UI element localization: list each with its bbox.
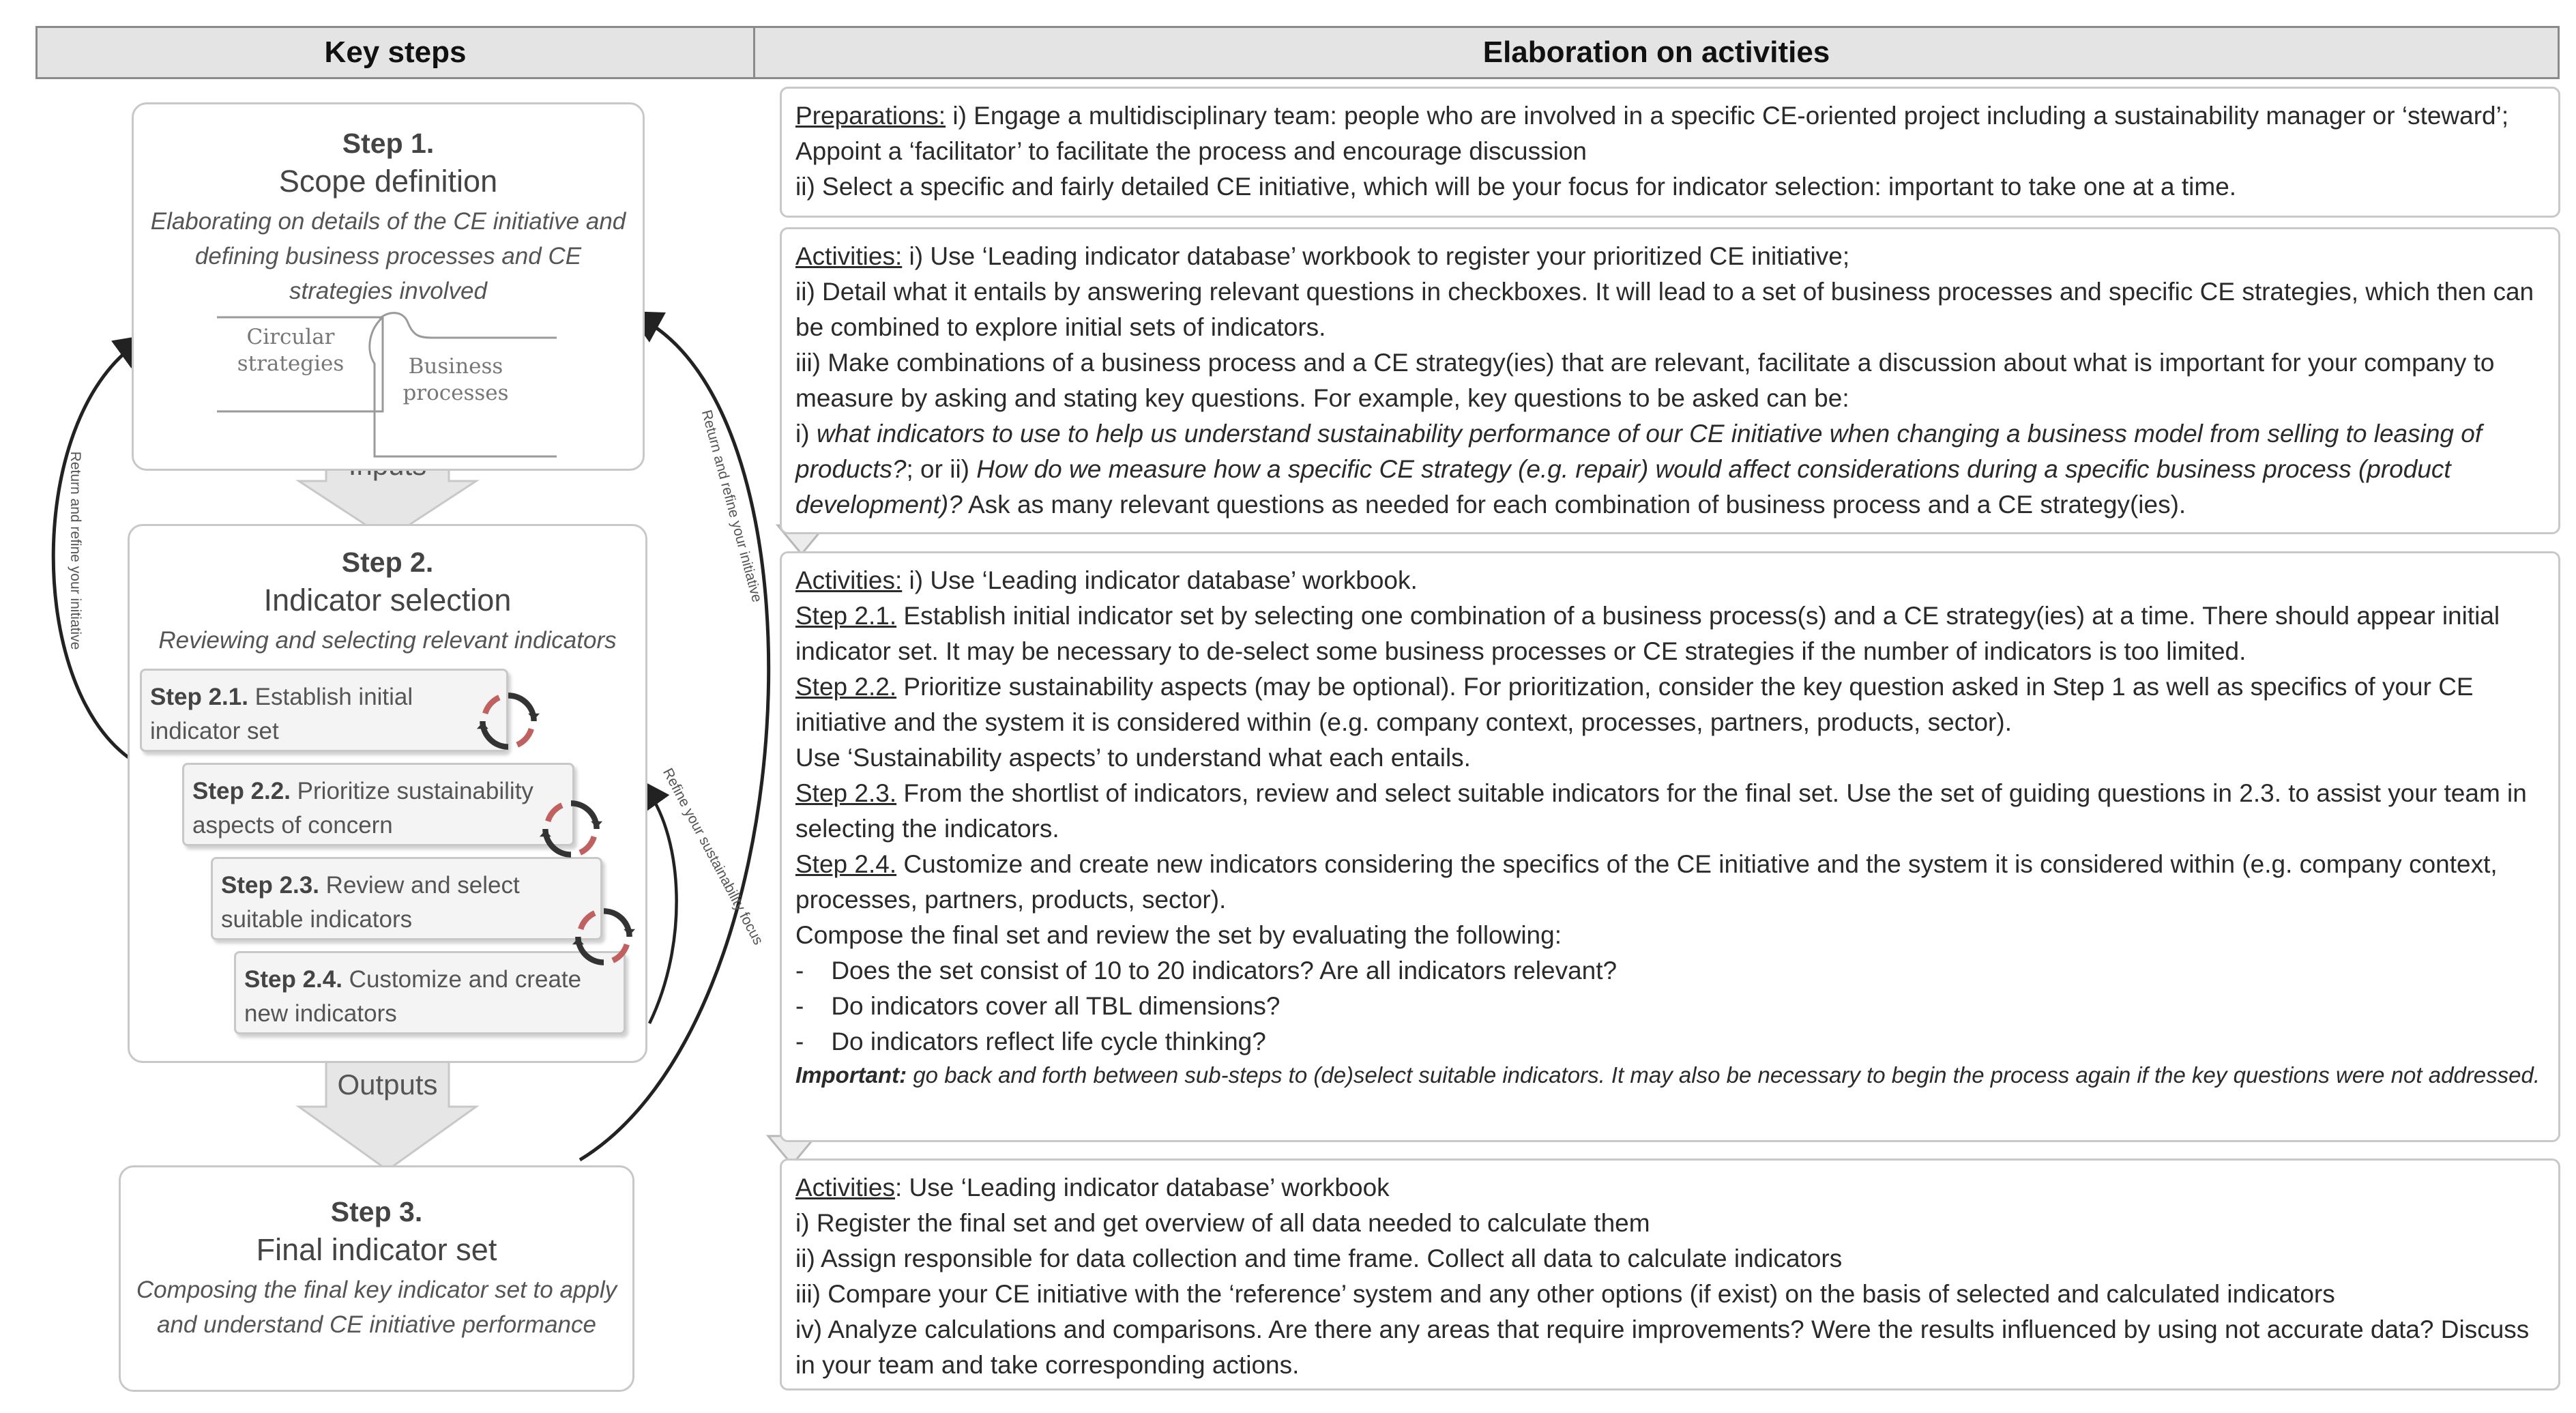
step1-title: Step 1. xyxy=(342,128,435,159)
substep-2-3-id: Step 2.3. xyxy=(221,872,319,899)
substep-2-1-id: Step 2.1. xyxy=(150,684,248,710)
substep-2-1-text: Establish initial indicator set xyxy=(150,684,413,744)
venn-circular-strategies: Circular strategies xyxy=(237,325,345,376)
venn-business-processes: Business processes xyxy=(402,354,509,405)
loop-focus-arrow xyxy=(648,791,677,1023)
substep-2-4 xyxy=(234,951,626,1034)
preparations-box xyxy=(780,87,2560,218)
step1-activity-3: iii) Make combinations of a business process and a CE strategy(ies) that are relevant, facilitate a discussion about what is important for your company to measure by asking and stating key questions. For example, key questions to be asked can be: xyxy=(795,349,2495,412)
important-note: Important: go back and forth between sub-steps to (de)select suitable indicators. It may also be necessary to begin the process again if the key questions were not addressed. xyxy=(795,1062,2541,1088)
cycle-icon xyxy=(476,689,540,753)
preparations-line-1: i) Engage a multidisciplinary team: people who are involved in a specific CE-oriented project including a sustainability manager or ‘steward’; Appoint a ‘facilitator’ to facilitate the process and encourage discussion xyxy=(795,102,2509,165)
activities-label: Activities: xyxy=(795,242,903,270)
loop-left-arrow xyxy=(53,345,135,757)
step1-box xyxy=(132,102,645,471)
step3-name: Final indicator set xyxy=(256,1232,497,1267)
preparations-label: Preparations: xyxy=(795,102,946,130)
step2-4-text: Step 2.4. Customize and create new indicators considering the specifics of the CE initiative and the system it is considered within (e.g. company context, processes, partners, products, sector). xyxy=(795,850,2498,914)
step3-box xyxy=(119,1165,634,1392)
step2-title: Step 2. xyxy=(341,547,434,578)
preparations-line-2: ii) Select a specific and fairly detailed CE initiative, which will be your focus for indicator selection: important to take one at a time. xyxy=(795,173,2237,201)
checklist-item: - Do indicators cover all TBL dimensions? xyxy=(795,992,1280,1020)
step3-title: Step 3. xyxy=(330,1196,423,1227)
loop-focus-label: Refine your sustainability focus xyxy=(659,766,767,948)
substep-2-3 xyxy=(211,857,602,940)
substep-2-3-text: Review and select suitable indicators xyxy=(221,872,520,933)
step2-1-text: Step 2.1. Establish initial indicator set by selecting one combination of a business process(s) and a CE strategy(ies) at a time. There should appear initial indicator set. It may be necessary to de-select some business processes or CE strategies if the number of indicators is too limited. xyxy=(795,602,2500,665)
step2-name: Indicator selection xyxy=(263,583,512,617)
substep-2-4-text: Customize and create new indicators xyxy=(244,966,582,1027)
step3-activities-box xyxy=(780,1159,2560,1390)
step2-desc: Reviewing and selecting relevant indicators xyxy=(158,627,617,654)
cycle-icon xyxy=(539,797,603,861)
step2-2-aspects: Use ‘Sustainability aspects’ to understand what each entails. xyxy=(795,744,1471,772)
substep-2-4-id: Step 2.4. xyxy=(244,966,342,993)
checklist-item: - Does the set consist of 10 to 20 indicators? Are all indicators relevant? xyxy=(795,957,1618,985)
step3-activity-intro: : Use ‘Leading indicator database’ workbook xyxy=(894,1174,1390,1201)
header-key-steps: Key steps xyxy=(35,26,755,79)
loop-left-label: Return and refine your initiative xyxy=(68,451,83,650)
activities-label: Activities: xyxy=(795,566,903,594)
header-elaboration: Elaboration on activities xyxy=(753,26,2560,79)
step2-activities-box xyxy=(780,551,2560,1142)
activities-label: Activities xyxy=(795,1174,895,1201)
checklist-item: - Do indicators reflect life cycle thinking? xyxy=(795,1028,1266,1055)
step2-2-text: Step 2.2. Prioritize sustainability aspects (may be optional). For prioritization, consider the key question asked in Step 1 as well as specifics of your CE initiative and the system it is considered within (e.g. company context, processes, partners, products, sector). xyxy=(795,673,2474,736)
step1-activity-1: i) Use ‘Leading indicator database’ workbook to register your prioritized CE initiative; xyxy=(902,242,1850,270)
step1-activity-2: ii) Detail what it entails by answering relevant questions in checkboxes. It will lead to a set of business processes and specific CE strategies, which then can be combined to explore initial sets of indicators. xyxy=(795,278,2534,341)
step2-3-text: Step 2.3. From the shortlist of indicators, review and select suitable indicators for the final set. Use the set of guiding questions in 2.3. to assist your team in selecting the indicators. xyxy=(795,779,2527,843)
cycle-icon xyxy=(572,905,636,969)
step3-activity-4: iv) Analyze calculations and comparisons. Are there any areas that require improvements? Were the results influenced by using not accurate data? Discuss in your team and take corresponding actions. xyxy=(795,1315,2530,1379)
outputs-label: Outputs xyxy=(337,1068,438,1101)
substep-2-2 xyxy=(182,763,574,846)
substep-2-1 xyxy=(140,669,508,752)
step1-name: Scope definition xyxy=(278,164,498,199)
step1-desc: Elaborating on details of the CE initiative and defining business processes and CE strategies involved xyxy=(150,208,626,304)
compose-text: Compose the final set and review the set by evaluating the following: xyxy=(795,921,1562,949)
substep-2-2-id: Step 2.2. xyxy=(192,778,291,804)
step3-desc: Composing the final key indicator set to apply and understand CE initiative performance xyxy=(136,1277,617,1338)
step3-activity-2: ii) Assign responsible for data collection and time frame. Collect all data to calculate indicators xyxy=(795,1244,1843,1272)
substep-2-2-text: Prioritize sustainability aspects of concern xyxy=(192,778,533,839)
loop-right-label: Return and refine your initiative xyxy=(698,408,765,604)
step3-activity-3: iii) Compare your CE initiative with the ‘reference’ system and any other options (if exist) on the basis of selected and calculated indicators xyxy=(795,1280,2335,1308)
step2-activity-intro: i) Use ‘Leading indicator database’ workbook. xyxy=(902,566,1418,594)
step1-key-questions: i) what indicators to use to help us understand sustainability performance of our CE initiative when changing a business model from selling to leasing of products?; or ii) How do we measure how a specific CE strategy (e.g. repair) would affect considerations during a specific business process (product development)? Ask as many relevant questions as needed for each combination of business process and a CE strategy(ies). xyxy=(795,420,2483,519)
step3-activity-1: i) Register the final set and get overview of all data needed to calculate them xyxy=(795,1209,1650,1237)
step1-activities-box xyxy=(780,227,2560,534)
